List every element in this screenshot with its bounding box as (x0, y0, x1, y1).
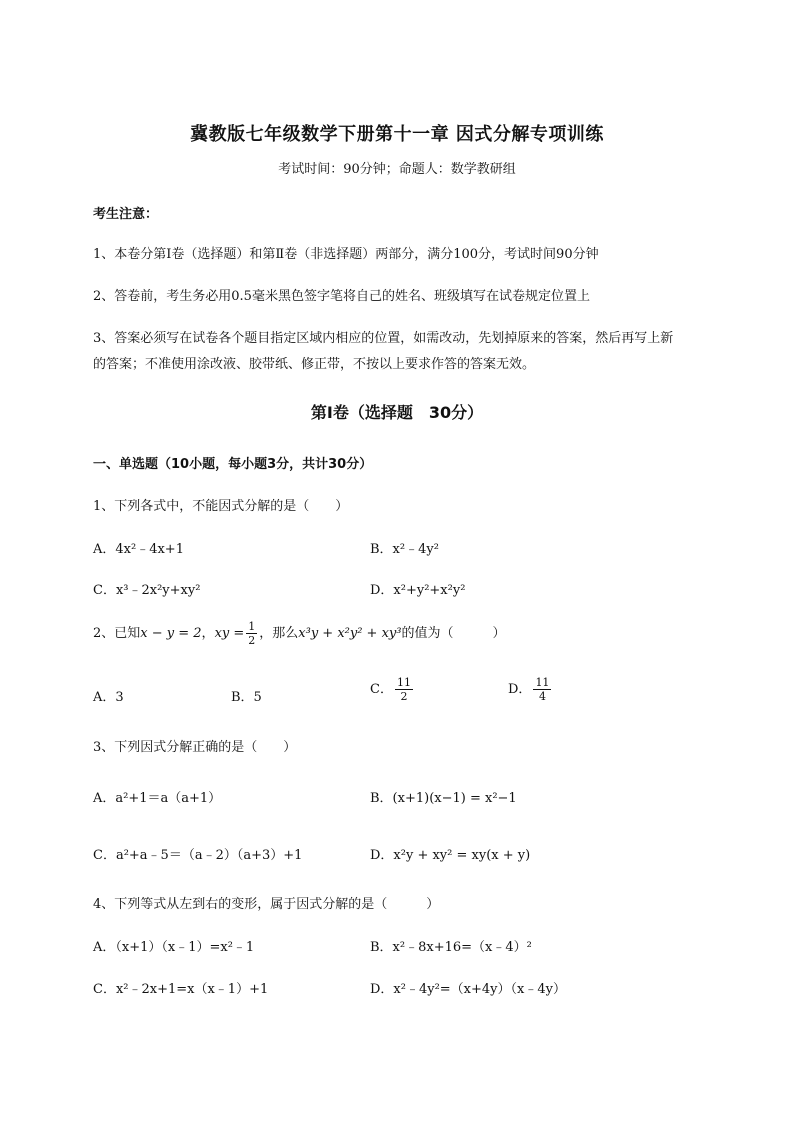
question-4-option-d: D．x²﹣4y²=（x+4y）（x﹣4y） (370, 982, 566, 997)
question-2-suffix: 的值为（ ） (401, 626, 506, 641)
notice-item-2: 2、答卷前，考生务必用0.5毫米黑色签字笔将自己的姓名、班级填写在试卷规定位置上 (93, 289, 590, 304)
question-2-condition-1: x − y = 2 (140, 626, 202, 641)
exam-info: 考试时间：90分钟；命题人：数学教研组 (278, 162, 516, 177)
fraction-numerator: 11 (396, 676, 411, 689)
page-title: 冀教版七年级数学下册第十一章 因式分解专项训练 (190, 124, 604, 145)
question-1-option-b: B．x²﹣4y² (370, 542, 439, 557)
notice-item-1: 1、本卷分第Ⅰ卷（选择题）和第Ⅱ卷（非选择题）两部分，满分100分，考试时间90分钟 (93, 247, 599, 262)
option-c-label: C． (370, 682, 393, 697)
question-2-option-c (370, 676, 415, 704)
fraction-denominator: 2 (400, 690, 408, 703)
question-3-stem: 3、下列因式分解正确的是（ ） (93, 740, 297, 755)
question-2-expression: x³y + x²y² + xy³ (298, 626, 402, 641)
question-2-option-d (508, 676, 553, 704)
question-4-option-c: C．x²﹣2x+1=x（x﹣1）+1 (93, 982, 269, 997)
question-2-option-b: B．5 (231, 690, 262, 705)
option-d-label: D． (508, 682, 532, 697)
question-2-fraction (246, 620, 257, 647)
question-1-stem: 1、下列各式中，不能因式分解的是（ ） (93, 499, 349, 514)
question-4-option-a: A．（x+1）（x﹣1）=x²﹣1 (93, 940, 255, 955)
fraction-denominator: 2 (248, 634, 256, 647)
question-1-option-a: A．4x²﹣4x+1 (93, 542, 184, 557)
question-2-mid: ，那么 (259, 626, 299, 641)
notice-item-3-line-2: 的答案；不准使用涂改液、胶带纸、修正带，不按以上要求作答的答案无效。 (93, 357, 536, 372)
question-2-condition-2: xy = (214, 626, 245, 641)
question-4-option-b: B．x²﹣8x+16=（x﹣4）² (370, 940, 532, 955)
question-2-option-a: A．3 (93, 690, 124, 705)
question-1-option-c: C．x³﹣2x²y+xy² (93, 583, 201, 598)
notice-heading: 考生注意： (93, 207, 159, 222)
part-heading: 一、单选题（10小题，每小题3分，共计30分） (93, 457, 373, 472)
question-1-option-d: D．x²+y²+x²y² (370, 583, 466, 598)
question-2-stem (93, 620, 505, 648)
question-4-stem: 4、下列等式从左到右的变形，属于因式分解的是（ ） (93, 897, 440, 912)
section-title: 第Ⅰ卷（选择题 30分） (310, 403, 484, 422)
question-2-separator: ， (201, 626, 215, 641)
option-d-fraction (533, 676, 551, 703)
notice-item-3-line-1: 3、答案必须写在试卷各个题目指定区域内相应的位置，如需改动，先划掉原来的答案，然后再写上新 (93, 331, 674, 346)
question-3-option-d: D．x²y + xy² = xy(x + y) (370, 848, 531, 863)
fraction-denominator: 4 (538, 690, 546, 703)
fraction-numerator: 11 (535, 676, 550, 689)
question-3-option-a: A．a²+1＝a（a+1） (93, 791, 222, 806)
question-3-option-c: C．a²+a﹣5＝（a﹣2）（a+3）+1 (93, 848, 303, 863)
question-3-option-b: B．(x+1)(x−1) = x²−1 (370, 791, 517, 806)
option-c-fraction (395, 676, 413, 703)
question-2-prefix: 2、已知 (93, 626, 141, 641)
fraction-numerator: 1 (248, 620, 256, 633)
